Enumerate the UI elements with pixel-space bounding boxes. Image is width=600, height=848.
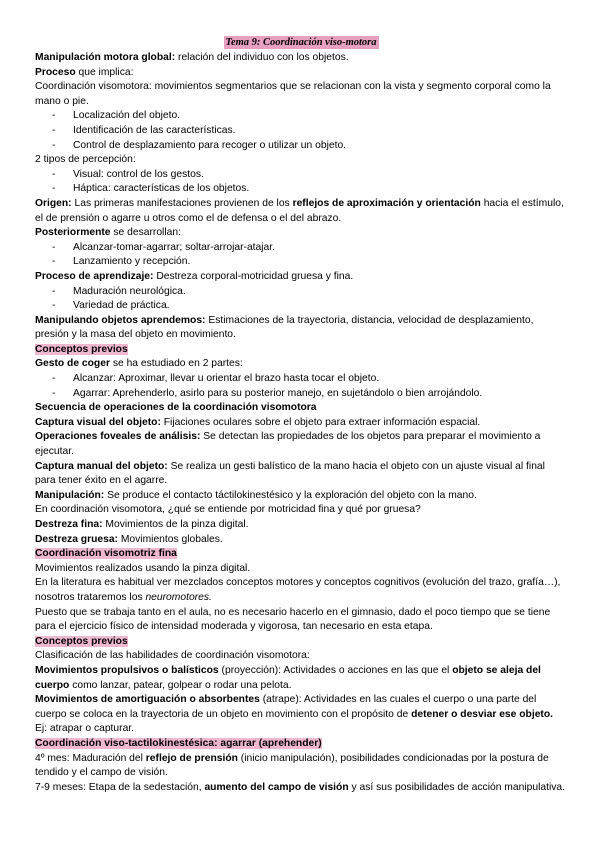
list-item: - Variedad de práctica. <box>35 299 567 314</box>
paragraph: Movimientos propulsivos o balísticos (proyección): Actividades o acciones en las que el objeto se aleja del cuerpo como lanzar, patear, golpear o rodar una pelota. <box>35 664 541 691</box>
paragraph: Destreza gruesa: Movimientos globales. <box>35 533 223 545</box>
list-item: - Visual: control de los gestos. <box>35 168 567 183</box>
paragraph: 7-9 meses: Etapa de la sedestación, aumento del campo de visión y así sus posibilidades de acción manipulativa. <box>35 781 565 793</box>
section-heading-row <box>35 737 567 752</box>
paragraph: Proceso de aprendizaje: Destreza corporal-motricidad gruesa y fina. <box>35 270 354 282</box>
paragraph: Captura manual del objeto: Se realiza un gesti balístico de la mano hacia el objeto con un ajuste visual al final para tener éxito en el agarre. <box>35 460 545 487</box>
paragraph: Secuencia de operaciones de la coordinación visomotora <box>35 402 317 414</box>
list-item: - Control de desplazamiento para recoger o utilizar un objeto. <box>35 139 567 154</box>
section-heading-row <box>35 547 567 562</box>
paragraph: Origen: Las primeras manifestaciones provienen de los reflejos de aproximación y orientación hacia el estímulo, el de prensión o agarre u otros como el de defensa o el del abrazo. <box>35 197 564 224</box>
bullet-list <box>35 372 567 401</box>
paragraph: Puesto que se trabaja tanto en el aula, no es necesario hacerlo en el gimnasio, dado el poco tiempo que se tiene para el ejercicio físico de intensidad moderada y vigorosa, tan necesario en esta etapa. <box>35 606 551 633</box>
bullet-list <box>35 109 567 153</box>
list-item: - Agarrar: Aprehenderlo, asirlo para su posterior manejo, en sujetándolo o bien arrojándolo. <box>35 387 567 402</box>
bullet-list <box>35 168 567 197</box>
paragraph: Movimientos realizados usando la pinza digital. <box>35 562 251 574</box>
page-title: Tema 9: Coordinación viso-motora <box>225 37 377 48</box>
paragraph: 2 tipos de percepción: <box>35 154 136 166</box>
section-heading-row <box>35 635 567 650</box>
paragraph: Coordinación visomotora: movimientos segmentarios que se relacionan con la vista y segmento corporal como la mano o pie. <box>35 81 551 107</box>
paragraph: Captura visual del objeto: Fijaciones oculares sobre el objeto para extraer información espacial. <box>35 416 481 428</box>
paragraph: Operaciones foveales de análisis: Se detectan las propiedades de los objetos para preparar el movimiento a ejecutar. <box>35 431 541 458</box>
bullet-list <box>35 285 567 314</box>
paragraph: Manipulación motora global: relación del individuo con los objetos. <box>35 52 349 63</box>
list-item: - Lanzamiento y recepción. <box>35 255 567 270</box>
section-heading: Conceptos previos <box>35 635 128 647</box>
paragraph: 4º mes: Maduración del reflejo de prensión (inicio manipulación), posibilidades condicionadas por la postura de tendido y el campo de visión. <box>35 752 549 779</box>
paragraph: Clasificación de las habilidades de coordinación visomotora: <box>35 650 310 662</box>
section-heading: Conceptos previos <box>35 343 128 355</box>
list-item: - Identificación de las características. <box>35 124 567 139</box>
list-item: - Localización del objeto. <box>35 109 567 124</box>
paragraph: Manipulación: Se produce el contacto táctilokinestésico y la exploración del objeto con la mano. <box>35 489 477 501</box>
title-row <box>35 36 567 51</box>
paragraph: En la literatura es habitual ver mezclados conceptos motores y conceptos cognitivos (evolución del trazo, grafía…), nosotros trataremos los neuromotores. <box>35 577 561 603</box>
list-item: - Alcanzar-tomar-agarrar; soltar-arrojar-atajar. <box>35 241 567 256</box>
section-heading: Coordinación visomotriz fina <box>35 548 177 560</box>
section-heading: Coordinación viso-tactilokinestésica: agarrar (aprehender) <box>35 737 322 749</box>
paragraph: Movimientos de amortiguación o absorbentes (atrape): Actividades en las cuales el cuerpo o una parte del cuerpo se coloca en la trayectoria de un objeto en movimiento con el propósito de detener o desviar ese objeto. Ej: atrapar o capturar. <box>35 694 553 735</box>
bullet-list <box>35 241 567 270</box>
section-heading-row <box>35 343 567 358</box>
paragraph: Manipulando objetos aprendemos: Estimaciones de la trayectoria, distancia, velocidad de desplazamiento, presión y la masa del objeto en movimiento. <box>35 314 534 341</box>
list-item: - Háptica: características de los objetos. <box>35 182 567 197</box>
paragraph: En coordinación visomotora, ¿qué se entiende por motricidad fina y qué por gruesa? <box>35 504 421 516</box>
document-page <box>35 36 567 795</box>
list-item: - Maduración neurológica. <box>35 285 567 300</box>
list-item: - Alcanzar: Aproximar, llevar u orientar el brazo hasta tocar el objeto. <box>35 372 567 387</box>
paragraph: Proceso que implica: <box>35 66 134 78</box>
paragraph: Posteriormente se desarrollan: <box>35 227 181 239</box>
paragraph: Destreza fina: Movimientos de la pinza digital. <box>35 519 249 530</box>
paragraph: Gesto de coger se ha estudiado en 2 partes: <box>35 358 243 370</box>
